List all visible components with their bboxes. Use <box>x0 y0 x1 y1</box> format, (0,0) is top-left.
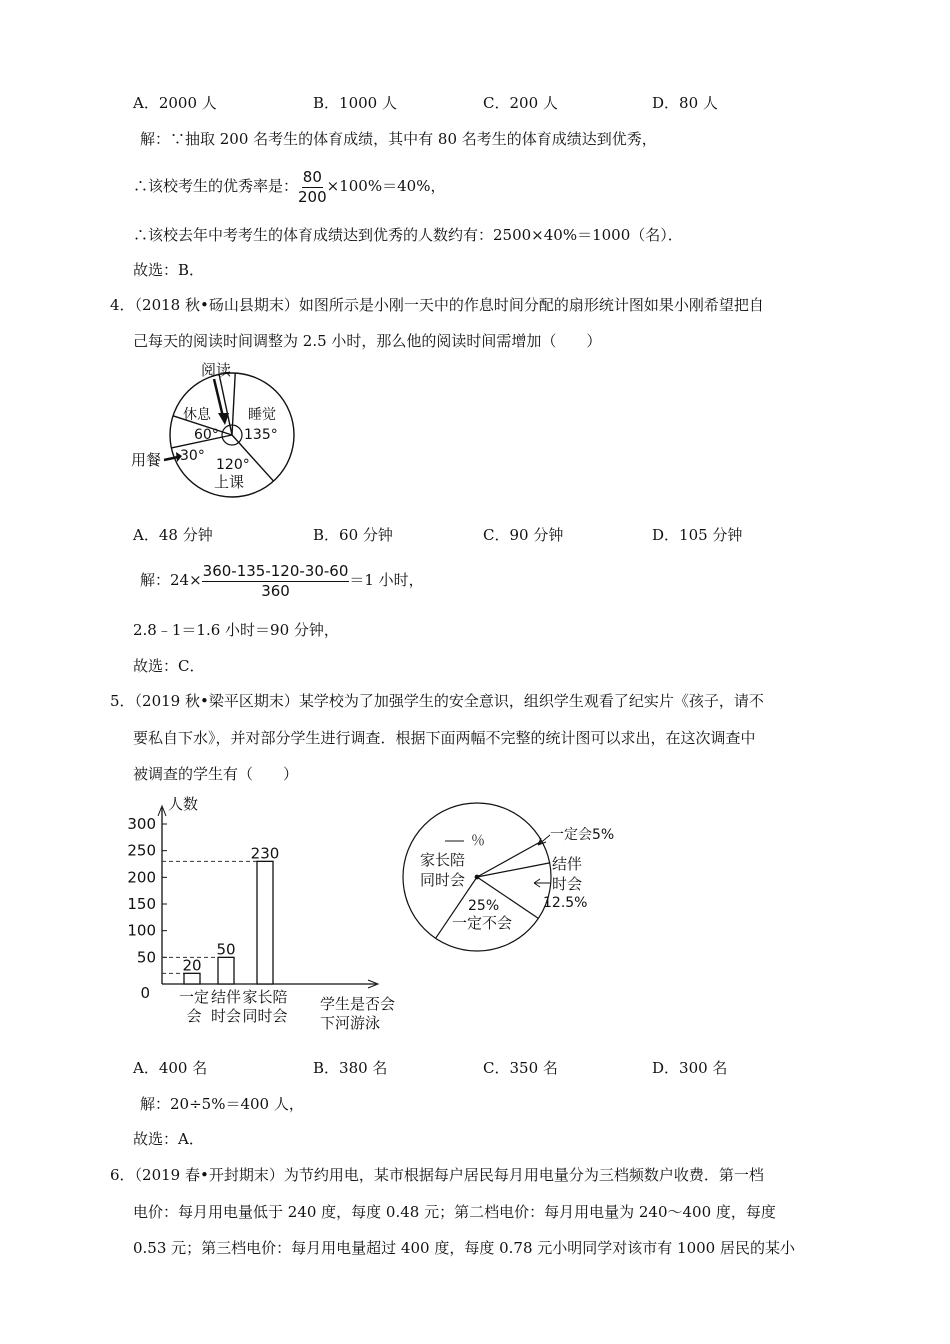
pie-angle-class: 120° <box>216 457 250 473</box>
q4-solution-result: ＝1 小时， <box>349 571 424 589</box>
q4-option-a: A．48 分钟 <box>133 526 213 544</box>
q5-question-line2: 要私自下水》，并对部分学生进行调查．根据下面两幅不完整的统计图可以求出，在这次调查中 <box>133 729 756 747</box>
x-category-label: 结伴 <box>210 988 242 1006</box>
blank-percent-label: ％ <box>471 833 485 849</box>
pie-label-parent-line2: 同时会 <box>420 871 466 889</box>
schedule-pie-chart <box>120 355 320 515</box>
pie-label-never: 一定不会 <box>452 914 513 932</box>
pie-angle-sleep: 135° <box>244 427 278 443</box>
denominator: 200 <box>298 187 327 206</box>
y-tick-label: 200 <box>127 868 156 887</box>
arrow-head-icon <box>218 413 229 425</box>
q5-option-c: C．350 名 <box>483 1059 558 1077</box>
q4-solution-line1 <box>140 560 424 601</box>
bar-value-label: 20 <box>182 956 202 975</box>
x-axis-label-line2: 下河游泳 <box>320 1014 381 1032</box>
q5-question-line3: 被调查的学生有（ ） <box>133 765 299 783</box>
pie-label-companion-line1: 结伴 <box>552 855 583 873</box>
q3-solution-result: ×100%＝40%， <box>326 177 446 195</box>
q6-question-line1: 6．（2019 春•开封期末）为节约用电，某市根据每户居民每月用电量分为三档频数户收费．第一档 <box>110 1166 764 1184</box>
q3-fraction <box>298 168 327 207</box>
bar-value-label: 50 <box>216 940 236 959</box>
q3-answer: 故选：B． <box>133 261 205 279</box>
q3-solution-line1: 解：∵抽取 200 名考生的体育成绩，其中有 80 名考生的体育成绩达到优秀， <box>140 130 657 148</box>
bar-2 <box>257 861 273 984</box>
q4-option-d: D．105 分钟 <box>652 526 743 544</box>
q4-question-line2: 己每天的阅读时间调整为 2.5 小时，那么他的阅读时间需增加（ ） <box>133 332 602 350</box>
q4-question-line1: 4．（2018 秋•砀山县期末）如图所示是小刚一天中的作息时间分配的扇形统计图如果小刚希望把自 <box>110 296 764 314</box>
pie-slice-boundary <box>477 863 550 877</box>
y-tick-label: 50 <box>136 948 156 967</box>
pie-label-never-percent: 25% <box>468 898 500 914</box>
x-category-label: 会 <box>186 1007 202 1025</box>
q5-solution: 解：20÷5%＝400 人， <box>140 1095 304 1113</box>
numerator: 360-135-120-30-60 <box>202 561 349 580</box>
x-category-label: 同时会 <box>242 1007 288 1025</box>
pie-label-rest: 休息 <box>183 407 211 423</box>
y-tick-label: 0 <box>140 984 150 1002</box>
arrow-icon <box>534 879 550 887</box>
pie-label-parent-line1: 家长陪 <box>420 851 466 869</box>
q5-question-line1: 5．（2019 秋•梁平区期末）某学校为了加强学生的安全意识，组织学生观看了纪实片《孩子，请不 <box>110 692 764 710</box>
q3-solution-line2 <box>133 166 445 207</box>
y-tick-label: 150 <box>127 895 156 913</box>
pie-label-companion-percent: 12.5% <box>543 895 588 911</box>
bar-1 <box>218 957 234 984</box>
q5-option-b: B．380 名 <box>313 1059 388 1077</box>
bar-chart <box>120 790 420 1035</box>
q4-fraction <box>202 562 350 601</box>
pie-label-companion-line2: 时会 <box>552 875 583 893</box>
q3-solution-line3: ∴该校去年中考考生的体育成绩达到优秀的人数约有：2500×40%＝1000（名）． <box>133 226 683 244</box>
q5-option-a: A．400 名 <box>133 1059 208 1077</box>
pie-angle-meal: 30° <box>180 448 205 464</box>
arrow-meal-icon <box>164 457 178 460</box>
q3-solution-text: ∴该校考生的优秀率是： <box>133 177 299 195</box>
q5-option-d: D．300 名 <box>652 1059 728 1077</box>
x-category-label: 时会 <box>210 1007 242 1025</box>
denominator: 360 <box>261 581 290 600</box>
x-category-label: 一定 <box>178 988 210 1006</box>
x-category-label: 家长陪 <box>242 988 288 1006</box>
q4-answer: 故选：C． <box>133 657 205 675</box>
q6-question-line3: 0.53 元；第三档电价：每月用电量超过 400 度，每度 0.78 元小明同学对该市有 1000 居民的某小 <box>133 1239 795 1257</box>
arrow-icon <box>538 835 550 845</box>
pie-label-sleep: 睡觉 <box>248 407 276 423</box>
pie-slice-boundary <box>477 841 542 877</box>
x-axis-label-line1: 学生是否会 <box>320 995 396 1013</box>
pie-label-meal: 用餐 <box>131 451 162 469</box>
pie-angle-rest: 60° <box>194 427 219 443</box>
q3-option-b: B．1000 人 <box>313 94 397 112</box>
q5-answer: 故选：A． <box>133 1130 204 1148</box>
q3-option-a: A．2000 人 <box>133 94 217 112</box>
survey-pie-chart <box>400 795 640 955</box>
y-tick-label: 250 <box>127 841 156 860</box>
pie-label-class: 上课 <box>214 473 245 491</box>
q3-option-d: D．80 人 <box>652 94 718 112</box>
bar-0 <box>184 973 200 984</box>
pie-label-definitely: 一定会5% <box>550 827 615 843</box>
q4-option-c: C．90 分钟 <box>483 526 564 544</box>
q4-solution-line2: 2.8﹣1＝1.6 小时＝90 分钟， <box>133 621 339 639</box>
q6-question-line2: 电价：每月用电量低于 240 度，每度 0.48 元；第二档电价：每月用电量为 240～400 度，每度 <box>133 1203 776 1221</box>
q4-solution-text: 解：24× <box>140 571 202 589</box>
bar-value-label: 230 <box>250 844 280 863</box>
numerator: 80 <box>302 167 322 186</box>
q3-option-c: C．200 人 <box>483 94 558 112</box>
y-axis-label: 人数 <box>168 795 199 813</box>
pie-label-reading: 阅读 <box>201 361 232 379</box>
q4-option-b: B．60 分钟 <box>313 526 393 544</box>
y-tick-label: 100 <box>127 921 156 940</box>
y-tick-label: 300 <box>127 815 156 833</box>
